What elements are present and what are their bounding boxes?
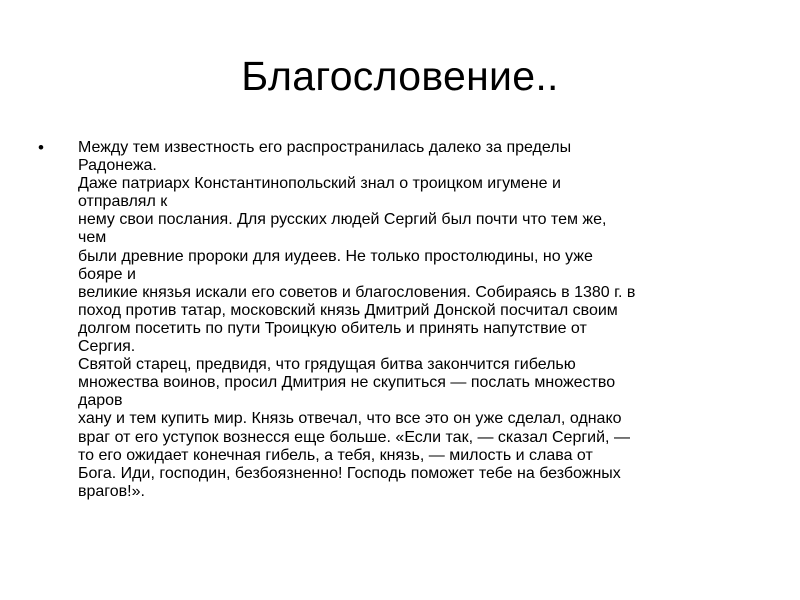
text-line: Радонежа.	[78, 157, 157, 175]
text-line: отправлял к	[78, 193, 168, 211]
text-line: врагов!».	[78, 482, 145, 500]
text-line: Святой старец, предвидя, что грядущая битва закончится гибелью	[78, 356, 576, 374]
text-line: Между тем известность его распространилась далеко за пределы	[78, 139, 572, 156]
bullet-text	[78, 139, 768, 501]
text-line: враг от его уступок вознесся еще больше. «Если так, — сказал Сергий, —	[78, 428, 630, 446]
text-line: чем	[78, 229, 107, 247]
bullet-icon: •	[38, 138, 44, 157]
text-line: то его ожидает конечная гибель, а тебя, князь, — милость и слава от	[78, 446, 593, 464]
text-line: великие князья искали его советов и благословения. Собираясь в 1380 г. в	[78, 283, 636, 301]
text-line: бояре и	[78, 265, 136, 283]
text-line: множества воинов, просил Дмитрия не скупиться — послать множество	[78, 374, 616, 392]
text-line: нему свои послания. Для русских людей Сергий был почти что тем же,	[78, 211, 607, 229]
text-line: даров	[78, 392, 123, 410]
slide-title: Благословение..	[241, 53, 559, 99]
text-line: долгом посетить по пути Троицкую обитель и принять напутствие от	[78, 319, 587, 337]
text-line: Бога. Иди, господин, безбоязненно! Господь поможет тебе на безбожных	[78, 464, 621, 482]
text-line: хану и тем купить мир. Князь отвечал, что все это он уже сделал, однако	[78, 410, 622, 428]
text-line: были древние пророки для иудеев. Не только простолюдины, но уже	[78, 247, 593, 265]
text-line: Даже патриарх Константинопольский знал о троицком игумене и	[78, 175, 561, 193]
text-line: поход против татар, московский князь Дмитрий Донской посчитал своим	[78, 301, 618, 319]
text-line: Сергия.	[78, 338, 136, 356]
